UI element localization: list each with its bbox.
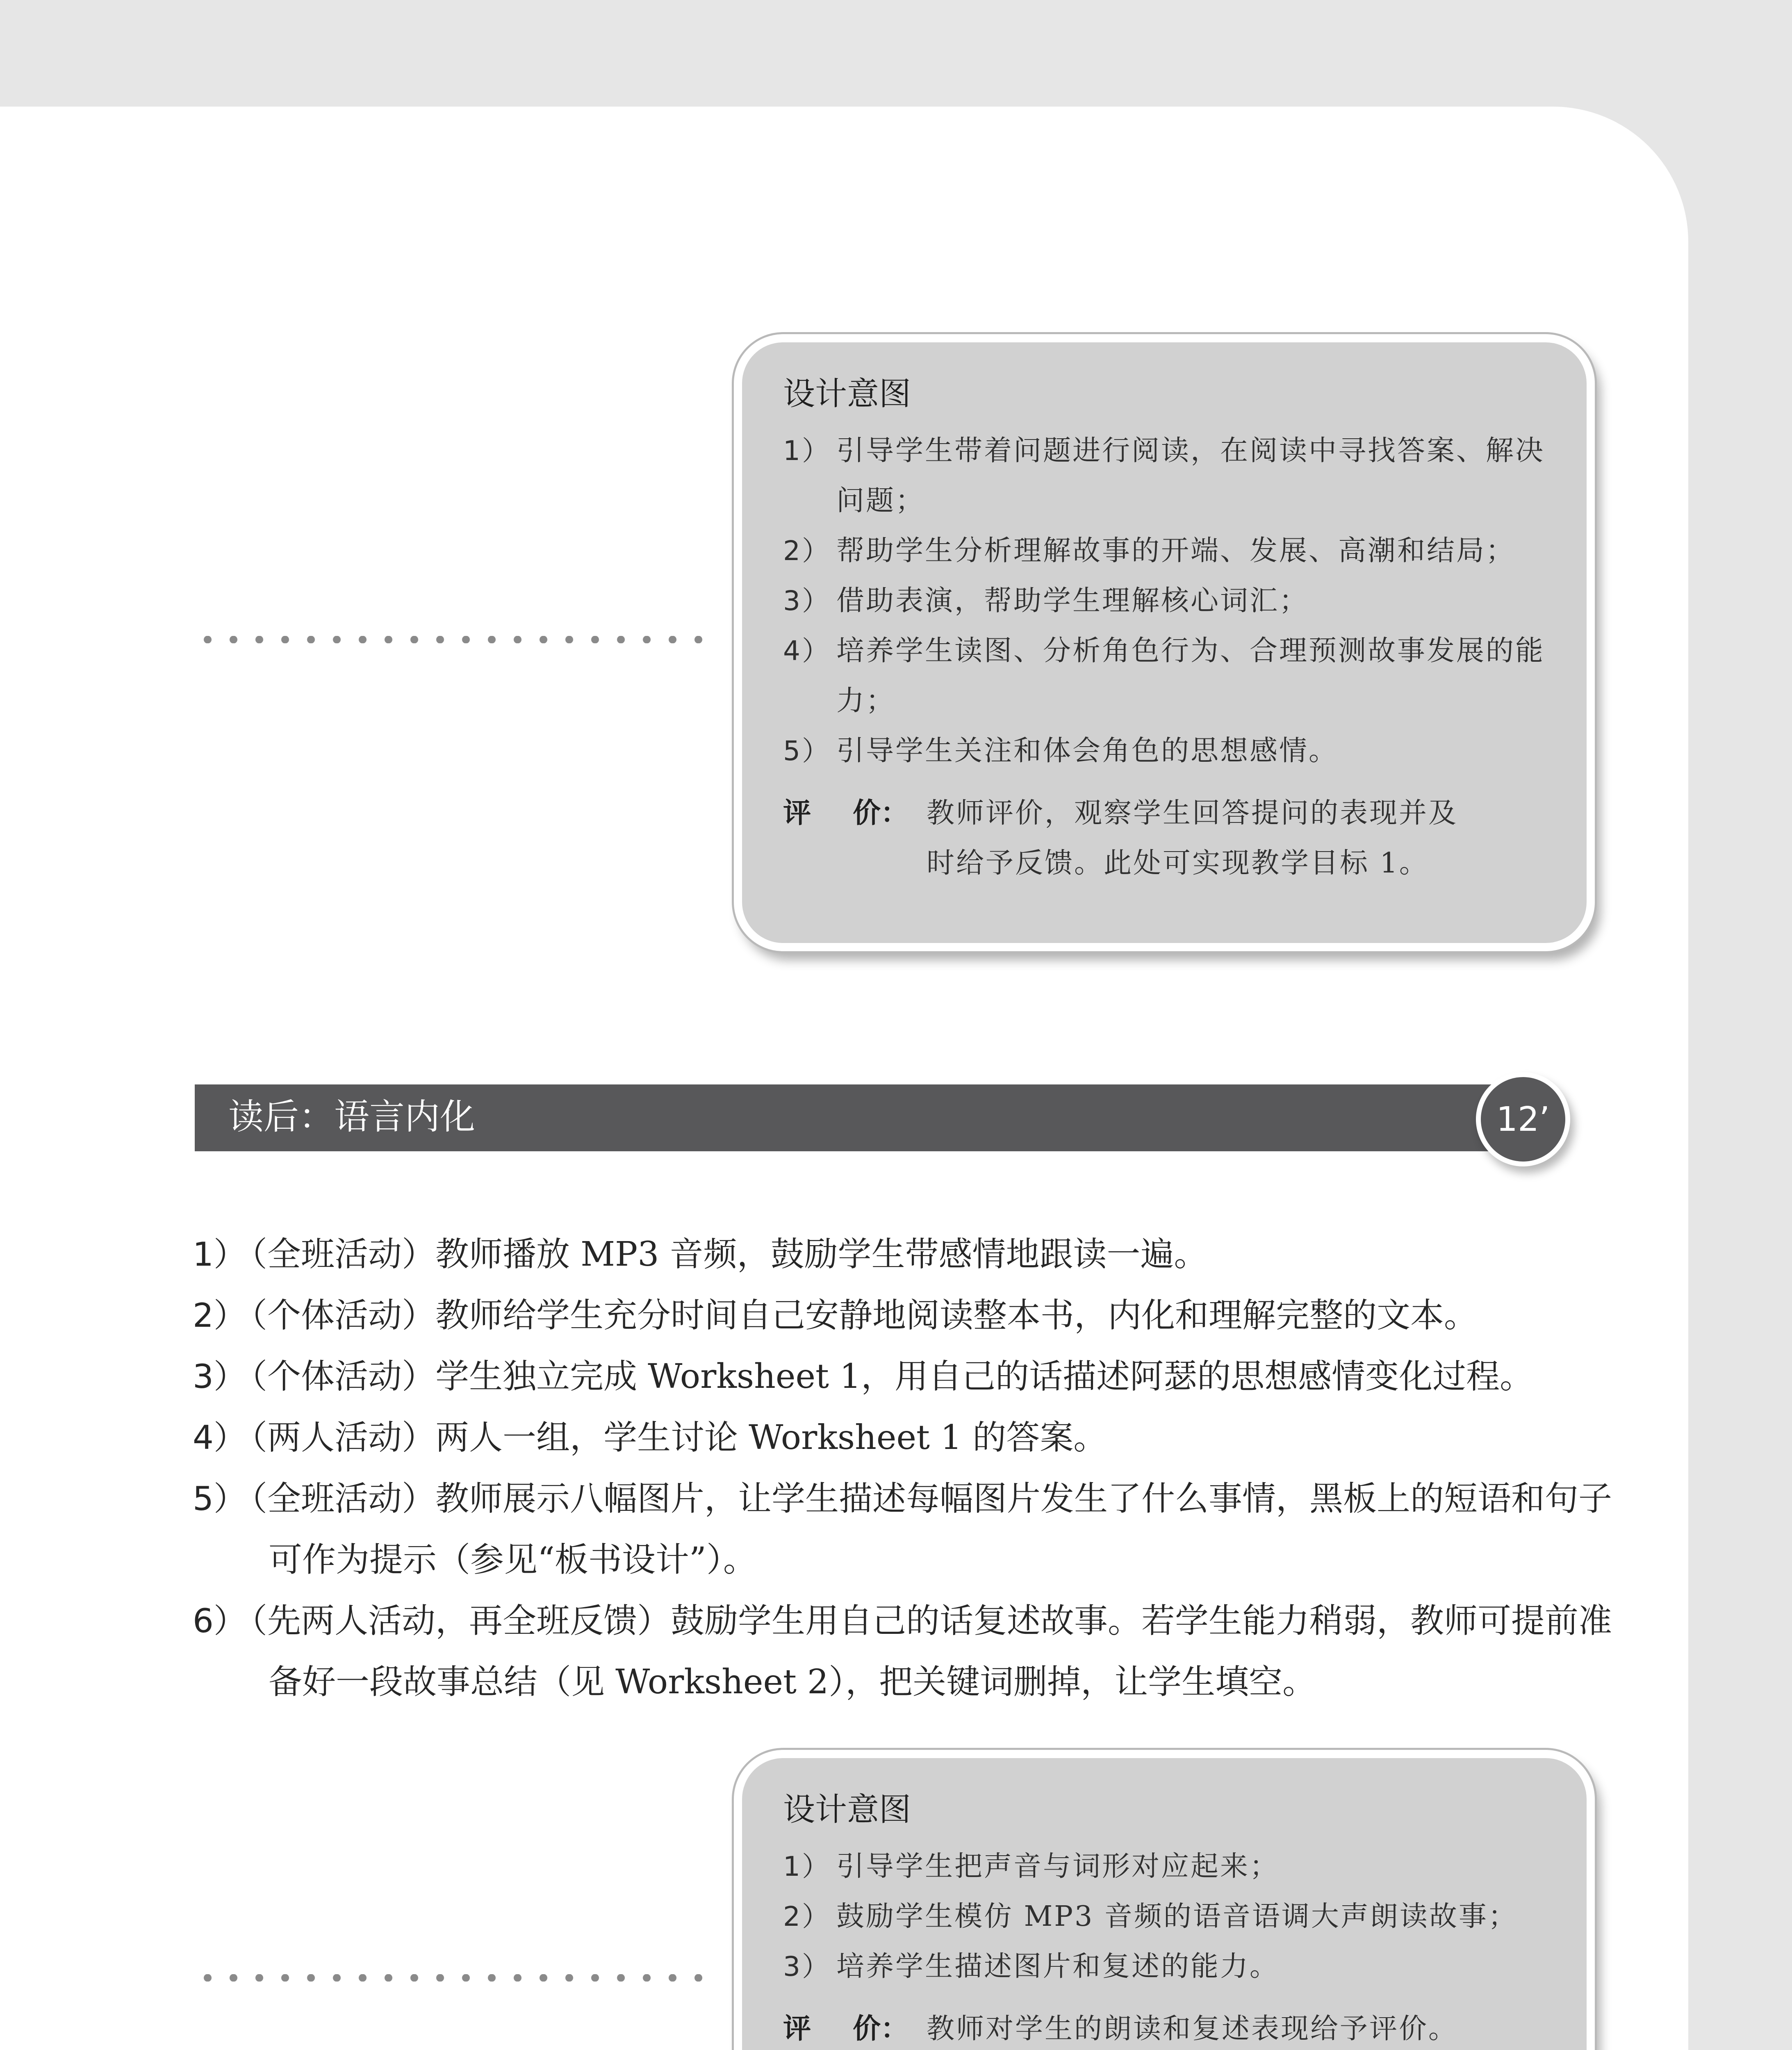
evaluation-label: 评 价： xyxy=(783,2012,909,2045)
item-text: 借助表演，帮助学生理解核心词汇； xyxy=(836,584,1309,617)
dotted-leader xyxy=(195,636,707,643)
item-number: 3） xyxy=(783,585,831,617)
intent-item xyxy=(783,426,1550,526)
activity-step xyxy=(193,1224,1628,1285)
evaluation-line: 教师评价，观察学生回答提问的表现并及 xyxy=(927,797,1458,829)
evaluation-text xyxy=(927,788,1550,888)
section-title: 读后：语言内化 xyxy=(228,1096,475,1137)
item-number: 3） xyxy=(783,1950,831,1982)
evaluation-row xyxy=(783,788,1550,888)
activity-step xyxy=(193,1407,1628,1468)
step-text: （个体活动）学生独立完成 Worksheet 1，用自己的话描述阿瑟的思想感情变化过程。 xyxy=(234,1357,1534,1396)
item-text: 引导学生带着问题进行阅读，在阅读中寻找答案、解决问题； xyxy=(836,434,1545,517)
item-text: 引导学生把声音与词形对应起来； xyxy=(836,1850,1280,1883)
item-text: 培养学生描述图片和复述的能力。 xyxy=(836,1950,1280,1983)
intent-item xyxy=(783,526,1550,576)
evaluation-line: 时给予反馈。此处可实现教学目标 1。 xyxy=(927,847,1429,879)
step-text: （全班活动）教师播放 MP3 音频，鼓励学生带感情地跟读一遍。 xyxy=(234,1235,1208,1274)
intent-item xyxy=(783,626,1550,726)
step-number: 4） xyxy=(193,1419,246,1457)
item-number: 2） xyxy=(783,535,831,567)
page-edge-rail xyxy=(1688,287,1792,2050)
time-badge: 12’ xyxy=(1476,1072,1570,1166)
activity-steps xyxy=(193,1224,1628,1713)
dotted-leader xyxy=(195,1974,707,1982)
step-text: （个体活动）教师给学生充分时间自己安静地阅读整本书，内化和理解完整的文本。 xyxy=(234,1296,1478,1335)
intent-item xyxy=(783,1942,1550,1992)
evaluation-text xyxy=(927,2004,1550,2050)
item-number: 4） xyxy=(783,635,831,667)
design-intent-box xyxy=(734,1750,1595,2050)
item-text: 引导学生关注和体会角色的思想感情。 xyxy=(836,734,1339,767)
design-intent-title: 设计意图 xyxy=(783,376,911,412)
step-number: 1） xyxy=(193,1235,246,1273)
intent-item xyxy=(783,576,1550,626)
step-number: 2） xyxy=(193,1296,246,1335)
activity-step xyxy=(193,1590,1628,1713)
activity-step xyxy=(193,1285,1628,1346)
evaluation-row xyxy=(783,2004,1550,2050)
step-number: 6） xyxy=(193,1602,246,1640)
step-number: 3） xyxy=(193,1358,246,1396)
step-text: （先两人活动，再全班反馈）鼓励学生用自己的话复述故事。若学生能力稍弱，教师可提前准备好一段故事总结（见 Worksheet 2），把关键词删掉，让学生填空。 xyxy=(234,1601,1612,1702)
step-number: 5） xyxy=(193,1480,246,1518)
section-header-bar xyxy=(195,1084,1519,1151)
intent-item xyxy=(783,1842,1550,1892)
item-number: 2） xyxy=(783,1900,831,1932)
step-text: （全班活动）教师展示八幅图片，让学生描述每幅图片发生了什么事情，黑板上的短语和句子可作为提示（参见“板书设计”）。 xyxy=(234,1479,1612,1579)
design-intent-title: 设计意图 xyxy=(783,1791,911,1828)
activity-step xyxy=(193,1346,1628,1407)
design-intent-box xyxy=(734,334,1595,951)
intent-item xyxy=(783,1892,1550,1942)
step-text: （两人活动）两人一组，学生讨论 Worksheet 1 的答案。 xyxy=(234,1418,1107,1457)
evaluation-line: 教师对学生的朗读和复述表现给予评价。 xyxy=(927,2012,1458,2045)
item-text: 培养学生读图、分析角色行为、合理预测故事发展的能力； xyxy=(836,634,1545,717)
item-number: 1） xyxy=(783,435,831,467)
intent-item xyxy=(783,726,1550,776)
activity-step xyxy=(193,1468,1628,1590)
item-number: 1） xyxy=(783,1850,831,1882)
item-text: 帮助学生分析理解故事的开端、发展、高潮和结局； xyxy=(836,534,1516,567)
evaluation-label: 评 价： xyxy=(783,797,909,829)
item-number: 5） xyxy=(783,735,831,767)
item-text: 鼓励学生模仿 MP3 音频的语音语调大声朗读故事； xyxy=(836,1900,1518,1933)
